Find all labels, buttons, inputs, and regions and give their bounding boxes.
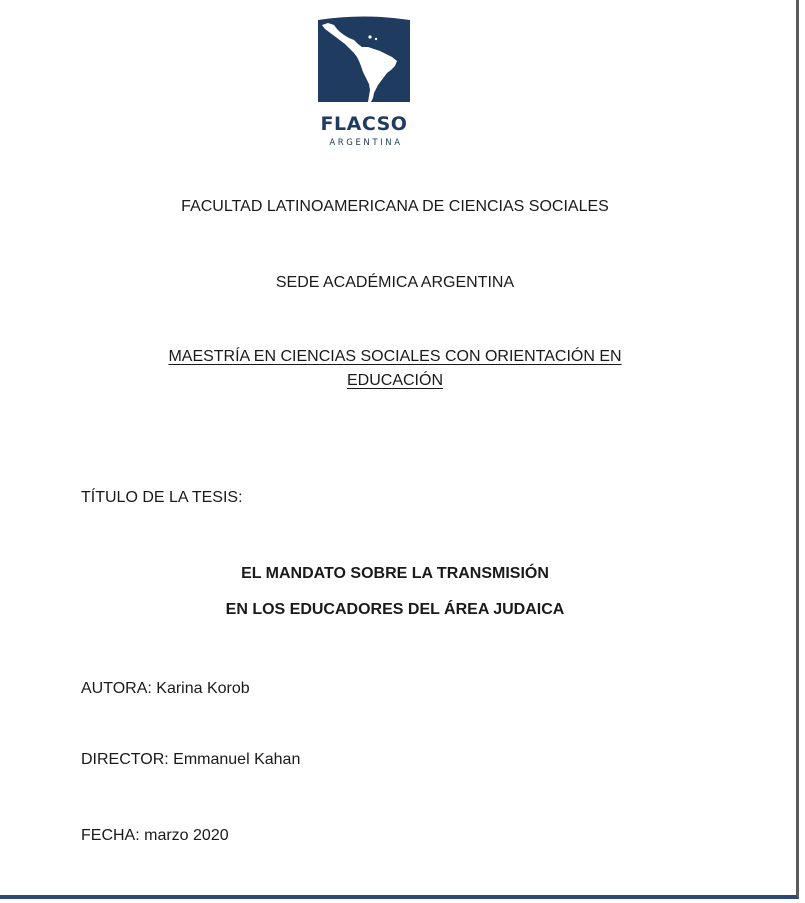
thesis-label: TÍTULO DE LA TESIS: (81, 489, 243, 506)
flacso-logo (318, 16, 410, 152)
thesis-title-line1: EL MANDATO SOBRE LA TRANSMISIÓN (241, 565, 549, 582)
director-line: DIRECTOR: Emmanuel Kahan (81, 751, 301, 768)
program-heading-line2: EDUCACIÓN (346, 372, 443, 389)
campus-heading: SEDE ACADÉMICA ARGENTINA (275, 274, 515, 291)
program-heading-line1: MAESTRÍA EN CIENCIAS SOCIALES CON ORIENTACIÓN EN (168, 348, 622, 365)
date-line: FECHA: marzo 2020 (81, 827, 229, 844)
logo-wordmark: FLACSO (320, 113, 408, 135)
logo-subtitle: ARGENTINA (329, 138, 403, 148)
author-line: AUTORA: Karina Korob (81, 680, 250, 697)
thesis-title-line2: EN LOS EDUCADORES DEL ÁREA JUDAICA (225, 601, 565, 618)
faculty-heading: FACULTAD LATINOAMERICANA DE CIENCIAS SOCIALES (181, 198, 609, 215)
americas-map-icon (318, 16, 410, 102)
